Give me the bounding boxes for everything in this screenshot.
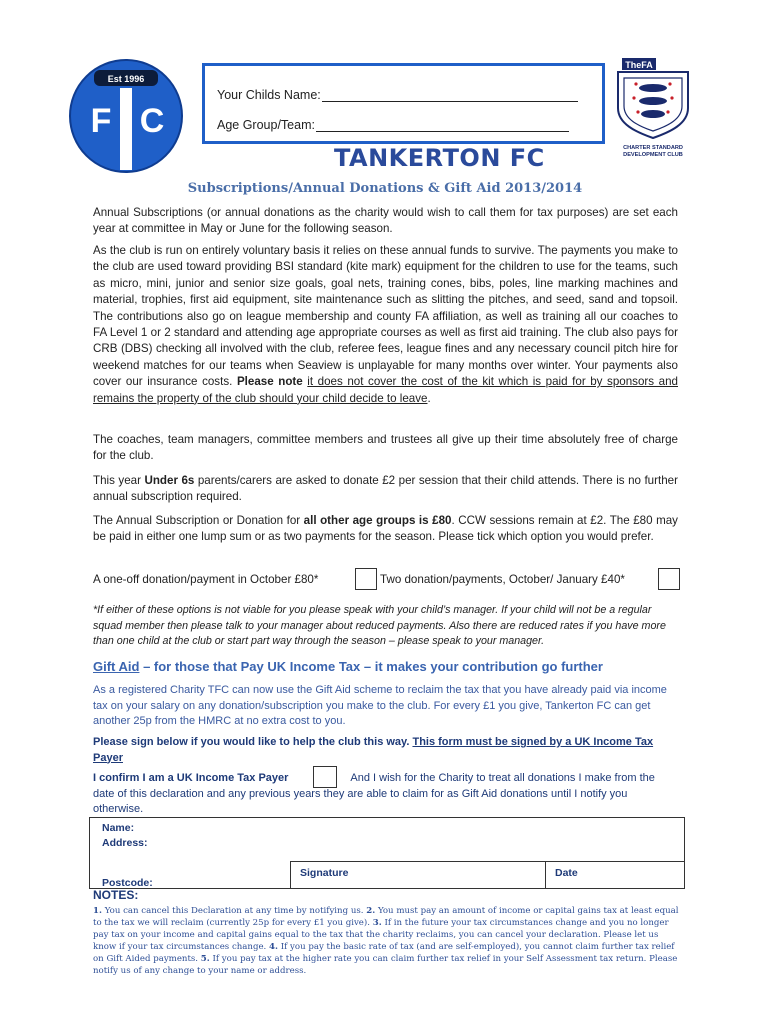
note-number: 3. [372, 918, 382, 928]
option-two-payments-label: Two donation/payments, October/ January £40* [380, 573, 625, 586]
reduced-rates-note: *If either of these options is not viable for you please speak with your child’s manager. If your child will not be a regular squad member then please talk to your manager about reduced payments. Also there are reduced rates if you have more than one child at the club or start part way through the season – please speak to your manager. [93, 604, 666, 647]
tfc-crest-icon [68, 58, 184, 174]
funds-text: As the club is run on entirely voluntary basis it relies on these annual funds to survive. The payments you make to the club are used toward providing BSI standard (kite mark) equipment for the children to use for the teams, such as micro, mini, junior and senior size goals, goal nets, training cones, bibs, poles, line marking machines and material, trophies, first aid equipment, site maintenance such as slitting the pitches, and seed, sand and topsoil. The contributions also go on league membership and county FA affiliation, as well as training all our coaches to FA Level 1 or 2 standard and attending age appropriate courses as well as first aid training. The club also pays for CRB (DBS) checking all involved with the club, referee fees, league fines and any necessary council pitch hire for weekend matches for our teams when Seaview is unplayable for many months over winter. Your payments also cover our insurance costs. [93, 244, 678, 389]
please-note: Please note [236, 375, 303, 389]
gift-aid-sign-instruction [93, 735, 678, 766]
child-name-row [217, 80, 602, 102]
fa-line1: CHARTER STANDARD [623, 145, 683, 151]
sign-instruction-a: Please sign below if you would like to help the club this way. [93, 736, 410, 748]
declaration-form [89, 817, 685, 889]
note-number: 5. [200, 954, 210, 964]
taxpayer-confirmation [93, 771, 678, 818]
under6s-text-b: parents/carers are asked to donate £2 per session that their child attends. There is no further annual subscription required. [93, 474, 678, 504]
payment-options [93, 570, 693, 592]
gift-aid-text: As a registered Charity TFC can now use the Gift Aid scheme to reclaim the tax that you have already paid via income tax on your salary on any donation/subscription you make to the club. For every £1 you give, Tankerton FC can get another 25p from the HMRC at no extra cost to you. [93, 684, 667, 727]
gift-aid-heading [93, 659, 603, 674]
fa-line2: DEVELOPMENT CLUB [623, 152, 683, 158]
annual-fee-text-a: The Annual Subscription or Donation for [93, 514, 301, 527]
paragraph-subscriptions: Annual Subscriptions (or annual donations as the charity would wish to call them for tax purposes) are set each year at committee in May or June for the following season. [93, 206, 678, 236]
date-label: Date [555, 867, 578, 879]
sign-instruction-underlined: This form must be signed by a UK Income Tax Payer [93, 736, 654, 764]
name-label: Name: [102, 822, 135, 834]
paragraph-volunteers: The coaches, team managers, committee members and trustees all give up their time absolutely free of charge for the club. [93, 433, 678, 463]
gift-aid-heading-rest: – for those that Pay UK Income Tax – it makes your contribution go further [139, 659, 603, 674]
signature-field[interactable] [290, 861, 546, 889]
club-title: TANKERTON FC [334, 144, 545, 172]
option-one-off-label: A one-off donation/payment in October £80* [93, 573, 319, 586]
age-group-field[interactable] [316, 118, 569, 132]
note-number: 1. [93, 906, 102, 916]
confirm-taxpayer-rest: And I wish for the Charity to treat all donations I make from the date of this declaration and any previous years they are able to claim for as Gift Aid donations until I notify you otherwise. [93, 772, 655, 815]
under6s-bold: Under 6s [144, 474, 195, 487]
note-number: 2. [366, 906, 376, 916]
taxpayer-checkbox[interactable] [313, 766, 337, 788]
under6s-text-a: This year [93, 474, 141, 487]
paragraph-under6s [93, 473, 678, 506]
paragraph-annual-fee [93, 513, 678, 546]
option-one-off-checkbox[interactable] [355, 568, 377, 590]
tfc-est-text: Est 1996 [107, 74, 145, 84]
note-number: 4. [269, 942, 278, 952]
annual-fee-bold: all other age groups is £80 [303, 514, 452, 527]
fa-title: TheFA [625, 60, 653, 70]
child-name-field[interactable] [322, 88, 578, 102]
confirm-taxpayer-bold: I confirm I am a UK Income Tax Payer [93, 772, 289, 784]
child-name-label: Your Childs Name: [217, 88, 321, 102]
note-text: If you pay tax at the higher rate you can claim further tax relief in your Self Assessment tax return. Please notify us of any change to your name or address. [93, 954, 678, 976]
postcode-label: Postcode: [102, 877, 153, 889]
notes-heading: NOTES: [93, 888, 139, 902]
note-text: If in the future your tax circumstances change and you no longer pay tax on your income and capital gains equal to the tax that the charity reclaims, you can cancel your declaration. Please let us know if your tax circumstances change. [93, 918, 669, 952]
age-group-label: Age Group/Team: [217, 118, 315, 132]
address-label: Address: [102, 837, 148, 849]
note-text: If you pay the basic rate of tax (and are self-employed), you cannot claim further tax relief on Gift Aided payments. [93, 942, 675, 964]
note-text: You must pay an amount of income or capital gains tax at least equal to the tax we will reclaim (currently 25p for every £1 you give). [93, 906, 679, 928]
tfc-letter-f: F [90, 102, 112, 140]
tfc-letter-c: C [139, 102, 165, 140]
child-details-box [202, 63, 605, 144]
kit-note: it does not cover the cost of the kit which is paid for by sponsors and remains the property of the club should your child decide to leave [93, 375, 678, 405]
paragraph-funds [93, 243, 678, 407]
age-group-row [217, 114, 602, 132]
signature-label: Signature [300, 867, 349, 879]
page-subtitle: Subscriptions/Annual Donations & Gift Aid 2013/2014 [187, 181, 583, 196]
note-text: You can cancel this Declaration at any time by notifying us. [104, 906, 364, 916]
date-field[interactable] [546, 861, 685, 889]
kit-note-end: . [427, 391, 431, 405]
gift-aid-heading-underlined: Gift Aid [93, 659, 140, 674]
three-lions-icon [612, 58, 694, 158]
notes-list [93, 905, 683, 977]
annual-fee-text-b: . CCW sessions remain at £2. The £80 may be paid in either one lump sum or as two payments for the season. Please tick which option you would prefer. [93, 514, 678, 544]
option-two-payments-checkbox[interactable] [658, 568, 680, 590]
